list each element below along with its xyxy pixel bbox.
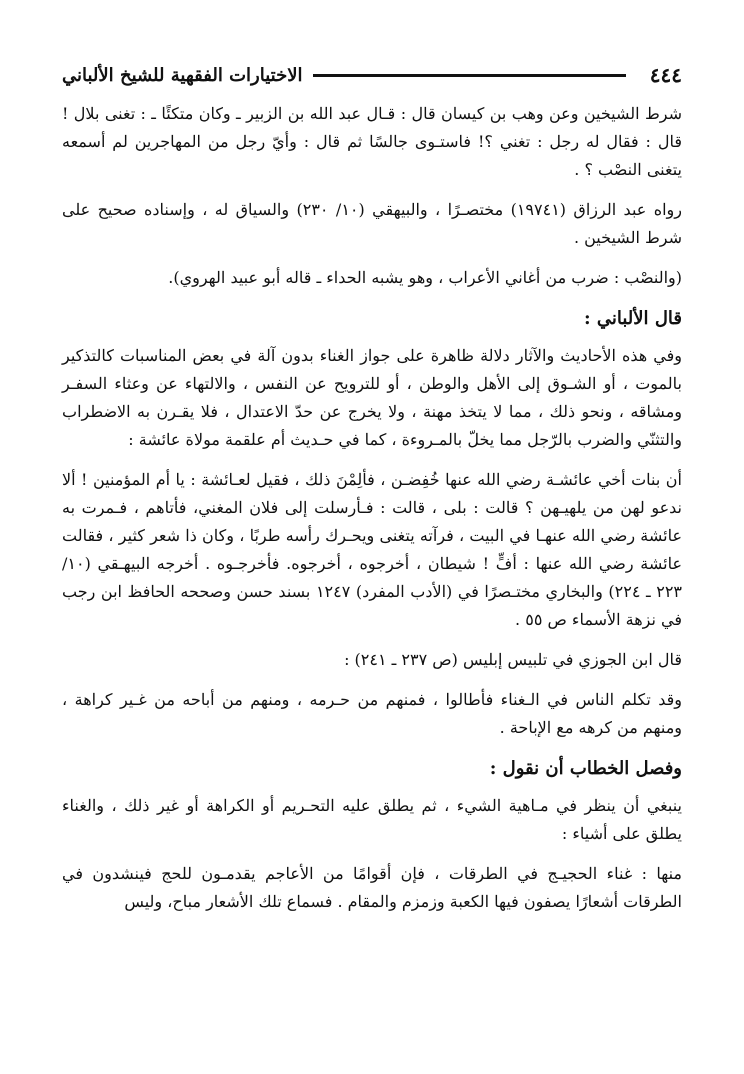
paragraph-nasb-definition: (والنصْب : ضرب من أغاني الأعراب ، وهو يشبه الحداء ـ قاله أبو عبيد الهروي). <box>168 268 682 287</box>
page-body <box>62 100 682 928</box>
heading-decisive-statement: وفصل الخطاب أن نقول : <box>489 758 682 779</box>
book-title: الاختيارات الفقهية للشيخ الألباني <box>62 64 303 86</box>
page-number: ٤٤٤ <box>649 63 682 87</box>
paragraph-zubair-narration: شرط الشيخين وعن وهب بن كيسان قال : قـال عبد الله بن الزبير ـ وكان متكئًا ـ : تغنى بلال ! قال : فقال له رجل : تغني ؟! فاستـوى جالسًا ثم قال : وأيّ رجل من المهاجرين لم أسمعه يتغنى النصْب ؟ . <box>62 104 682 179</box>
paragraph-pilgrims-singing: منها : غناء الحجيـج في الطرقات ، فإن أقوامًا من الأعاجم يقدمـون للحج فينشدون في الطرقات أشعارًا يصفون فيها الكعبة وزمزم والمقام . فسماع تلك الأشعار مباح، وليس <box>62 864 682 911</box>
paragraph-abdulrazzaq-source: رواه عبد الرزاق (١٩٧٤١) مختصـرًا ، والبيهقي (١٠/ ٢٣٠) والسياق له ، وإسناده صحيح على شرط الشيخين . <box>62 200 683 247</box>
paragraph-aisha-narration: أن بنات أخي عائشـة رضي الله عنها خُفِضـن ، فألِمْنَ ذلك ، فقيل لعـائشة : يا أم المؤمنين ! ألا ندعو لهن من يلهيـهن ؟ قالت : بلى ، قالت : فـأرسلت إلى فلان المغني، فأتاهم ، فـمرت به عائشة رضي الله عنهـا في البيت ، فرآته يتغنى ويحـرك رأسه طربًا ، وكان ذا شعر كثير ، فقالت عائشة رضي الله عنها : أفٍّ ! شيطان ، أخرجوه ، أخرجوه. فأخرجـوه . أخرجه البيهـقي (١٠/ ٢٢٣ ـ ٢٢٤) والبخاري مختـصرًا في (الأدب المفرد) ١٢٤٧ بسند حسن وصححه الحافظ ابن رجب في نزهة الأسماء ص ٥٥ . <box>62 470 683 629</box>
header-rule <box>313 74 626 77</box>
running-header <box>62 60 682 90</box>
paragraph-albani-commentary: وفي هذه الأحاديث والآثار دلالة ظاهرة على جواز الغناء بدون آلة في بعض المناسبات كالتذكير بالموت ، أو الشـوق إلى الأهل والوطن ، أو للترويح عن النفس ، والالتهاء عن وعثاء السفـر ومشاقه ، ونحو ذلك ، مما لا يتخذ مهنة ، ولا يخرج عن حدّ الاعتدال ، فلا يقـرن به الاضطراب والتثنّي والضرب بالرّجل مما يخلّ بالمـروءة ، كما في حـديث أم علقمة مولاة عائشة : <box>62 346 682 449</box>
paragraph-scholars-opinions: وقد تكلم الناس في الـغناء فأطالوا ، فمنهم من حـرمه ، ومنهم من أباحه من غـير كراهة ، ومنهم من كرهه مع الإباحة . <box>62 690 682 737</box>
heading-albani-said: قال الألباني : <box>583 308 682 329</box>
paragraph-nature-of-singing: ينبغي أن ينظر في مـاهية الشيء ، ثم يطلق عليه التحـريم أو الكراهة أو غير ذلك ، والغناء يطلق على أشياء : <box>62 796 682 843</box>
paragraph-ibn-jawzi-citation: قال ابن الجوزي في تلبيس إبليس (ص ٢٣٧ ـ ٢٤١) : <box>344 650 682 669</box>
